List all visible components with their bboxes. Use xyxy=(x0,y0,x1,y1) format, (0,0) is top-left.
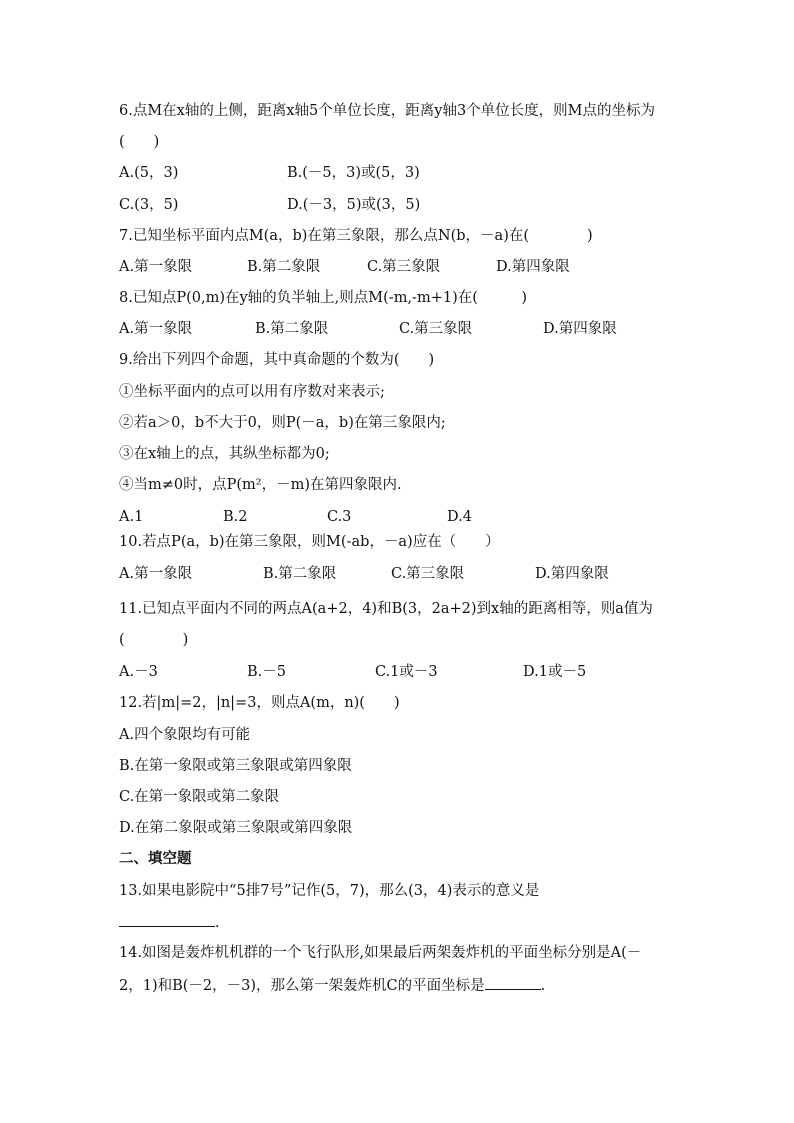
q7-option-b: B.第二象限 xyxy=(247,259,321,275)
q12-option-a: A.四个象限均有可能 xyxy=(119,727,251,743)
q14-stem-line1: 14.如图是轰炸机机群的一个飞行队形,如果最后两架轰炸机的平面坐标分别是A(－ xyxy=(119,945,642,961)
q9-statement-4: ④当m≠0时，点P(m²，－m)在第四象限内. xyxy=(119,477,402,493)
q7-stem: 7.已知坐标平面内点M(a，b)在第三象限，那么点N(b，－a)在( ) xyxy=(119,228,593,244)
q10-option-b: B.第二象限 xyxy=(263,566,337,582)
q7-option-d: D.第四象限 xyxy=(496,259,570,275)
q11-stem-line1: 11.已知点平面内不同的两点A(a+2，4)和B(3，2a+2)到x轴的距离相等，则a值为 xyxy=(119,601,653,617)
q11-option-b: B.－5 xyxy=(247,664,286,680)
q14-stem-line2 xyxy=(119,975,545,996)
q12-option-d: D.在第二象限或第三象限或第四象限 xyxy=(119,820,353,836)
q12-option-b: B.在第一象限或第三象限或第四象限 xyxy=(119,758,352,774)
q8-option-b: B.第二象限 xyxy=(255,321,329,337)
q9-option-b: B.2 xyxy=(223,509,248,525)
q14-period: . xyxy=(540,978,546,994)
q7-option-c: C.第三象限 xyxy=(367,259,441,275)
q9-option-a: A.1 xyxy=(119,509,144,525)
q9-statement-1: ①坐标平面内的点可以用有序数对来表示; xyxy=(119,384,385,400)
section-heading-fill-in: 二、填空题 xyxy=(119,850,192,867)
q11-option-d: D.1或－5 xyxy=(523,664,587,680)
q13-stem: 13.如果电影院中“5排7号”记作(5，7)，那么(3，4)表示的意义是 xyxy=(119,883,540,899)
q14-answer-blank xyxy=(485,975,541,990)
q9-statement-2: ②若a＞0，b不大于0，则P(－a，b)在第三象限内; xyxy=(119,415,446,431)
q14-stem-line2-text: 2，1)和B(－2，－3)，那么第一架轰炸机C的平面坐标是 xyxy=(119,978,485,994)
q11-option-c: C.1或－3 xyxy=(375,664,438,680)
q11-option-a: A.－3 xyxy=(119,664,158,680)
q8-option-c: C.第三象限 xyxy=(399,321,473,337)
q7-option-a: A.第一象限 xyxy=(119,259,193,275)
q10-option-d: D.第四象限 xyxy=(535,566,609,582)
q6-option-d: D.(－3，5)或(3，5) xyxy=(287,197,421,213)
q9-option-d: D.4 xyxy=(447,509,472,525)
q10-option-a: A.第一象限 xyxy=(119,566,193,582)
q13-answer-line xyxy=(119,912,220,933)
q8-option-a: A.第一象限 xyxy=(119,321,193,337)
q6-stem-line1: 6.点M在x轴的上侧，距离x轴5个单位长度，距离y轴3个单位长度，则M点的坐标为 xyxy=(119,103,656,119)
q12-stem: 12.若|m|=2，|n|=3，则点A(m，n)( ) xyxy=(119,695,400,711)
q6-option-c: C.(3，5) xyxy=(119,197,179,213)
q8-stem: 8.已知点P(0,m)在y轴的负半轴上,则点M(-m,-m+1)在( ) xyxy=(119,290,528,306)
q10-stem: 10.若点P(a，b)在第三象限，则M(-ab，－a)应在（ ） xyxy=(119,534,500,550)
q13-answer-blank xyxy=(119,912,215,927)
q12-option-c: C.在第一象限或第二象限 xyxy=(119,789,280,805)
q11-stem-line2: ( ) xyxy=(119,632,189,648)
q9-option-c: C.3 xyxy=(327,509,352,525)
q6-option-b: B.(－5，3)或(5，3) xyxy=(287,165,420,181)
q9-statement-3: ③在x轴上的点，其纵坐标都为0; xyxy=(119,446,330,462)
q6-option-a: A.(5，3) xyxy=(119,165,179,181)
q8-option-d: D.第四象限 xyxy=(543,321,617,337)
q10-option-c: C.第三象限 xyxy=(391,566,465,582)
q6-stem-line2: ( ) xyxy=(119,134,160,150)
q13-period: . xyxy=(215,915,220,931)
q9-stem: 9.给出下列四个命题，其中真命题的个数为( ) xyxy=(119,352,435,368)
